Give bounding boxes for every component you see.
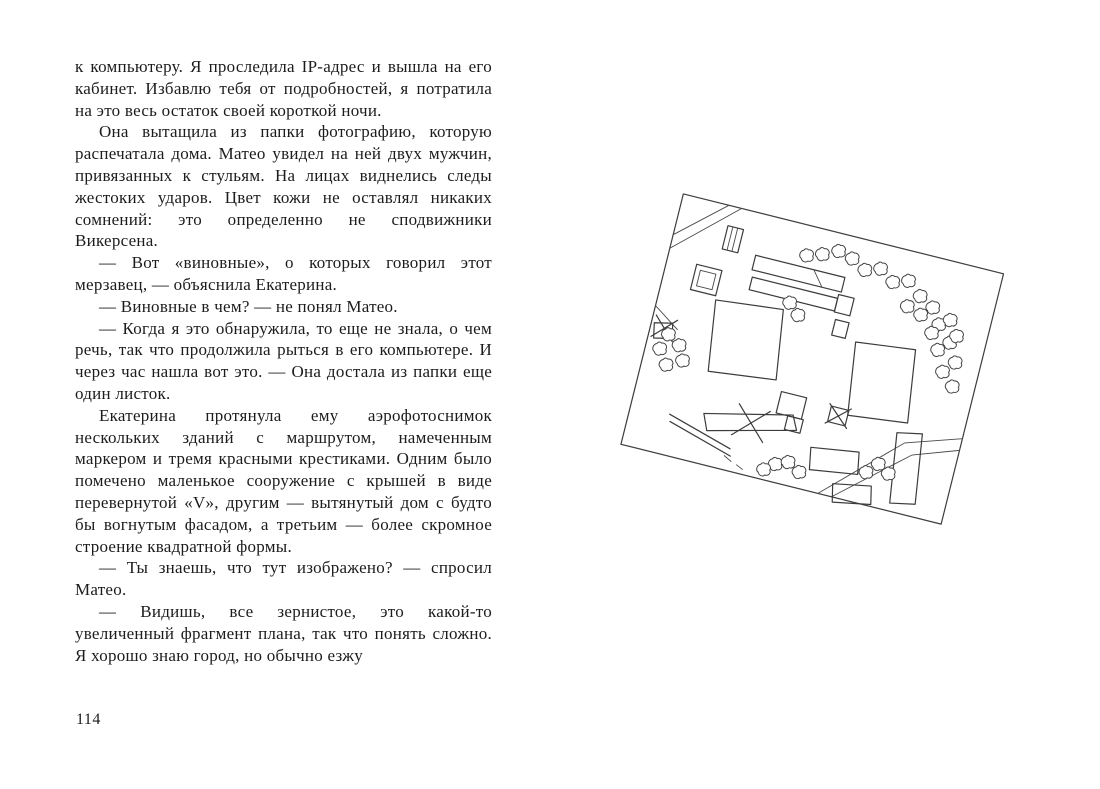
tree-icon [674, 353, 691, 369]
dialogue-paragraph: — Когда я это обнаружила, то еще не знала, о чем речь, так что продолжила рыться в его компьютере. И через час нашла вот это. — Она достала из папки еще один листок. [75, 318, 492, 403]
page-text-column [75, 56, 492, 666]
dialogue-paragraph: — Вот «виновные», о которых говорил этот мерзавец, — объяснила Екатерина. [75, 253, 492, 294]
building [665, 414, 735, 449]
paragraph: Екатерина протянула ему аэрофотоснимок нескольких зданий с маршрутом, намеченным маркером и тремя красными крестиками. Одним было помечено маленькое сооружение с крышей в виде перевернутой «V», другим — вытянутый дом с будто бы вогнутым фасадом, а третьим — более скромное строение квадратной формы. [75, 405, 492, 556]
cross-mark [732, 404, 771, 443]
paragraph: к компьютеру. Я проследила IP-адрес и вышла на его кабинет. Избавлю тебя от подробностей, я потратила на это весь остаток своей короткой ночи. [75, 57, 492, 120]
tree-icon [830, 243, 847, 259]
dialogue-paragraph: — Виновные в чем? — не понял Матео. [99, 296, 398, 316]
road-line [651, 306, 682, 330]
building [665, 421, 735, 456]
tree-icon [912, 288, 929, 304]
paragraph: Она вытащила из папки фотографию, которую распечатала дома. Матео увидел на ней двух мужчин, привязанных к стульям. На лицах виднелись следы жестоких ударов. Цвет кожи не оставлял никаких сомнений: это определенно не сподвижники Викерсена. [75, 122, 492, 251]
page-number: 114 [76, 711, 101, 728]
aerial-map-sketch [592, 160, 1042, 600]
tree-icon [944, 379, 961, 395]
building [834, 294, 854, 315]
tree-icon [651, 341, 668, 357]
tree-icon [814, 246, 831, 262]
tree-icon [857, 262, 874, 278]
building [752, 255, 845, 292]
building [700, 394, 800, 452]
tree-icon [884, 274, 901, 290]
building [832, 319, 849, 338]
dialogue-paragraph: — Ты знаешь, что тут изображено? — спросил Матео. [75, 558, 492, 600]
tree-icon [872, 261, 889, 277]
building [838, 335, 925, 430]
tree-icon [900, 273, 917, 289]
building [806, 441, 863, 482]
building [697, 270, 716, 289]
tree-icon [781, 295, 798, 311]
tree-icon [844, 251, 861, 267]
tree-icon [798, 247, 815, 263]
tree-icon [899, 298, 916, 314]
building [698, 293, 793, 388]
aerial-map-illustration [592, 160, 1042, 600]
tree-icon [934, 364, 951, 380]
tree-icon [658, 357, 675, 373]
tree-icon [858, 464, 875, 480]
tree-icon [790, 307, 807, 323]
building [690, 264, 722, 296]
dialogue-paragraph: — Видишь, все зернистое, это какой-то увеличенный фрагмент плана, так что понять сложно. Я хорошо знаю город, но обычно езжу [75, 601, 492, 665]
